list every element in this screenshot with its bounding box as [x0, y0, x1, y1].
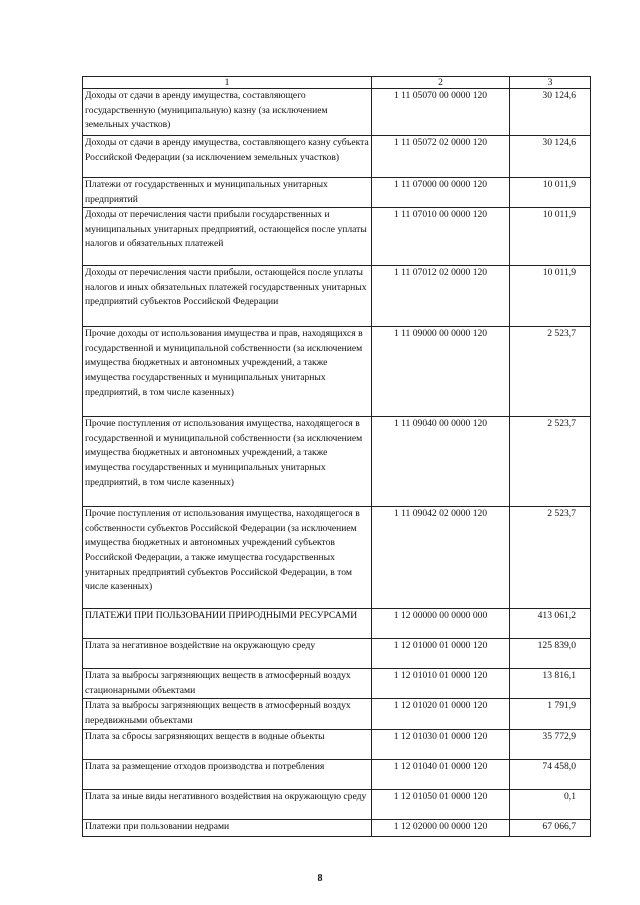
budget-code-cell: 1 12 01050 01 0000 120: [372, 789, 510, 819]
column-header: 3: [510, 77, 591, 89]
revenue-name-cell: Доходы от сдачи в аренду имущества, составляющего государственную (муниципальную) казну (за исключением земельных участков): [83, 89, 372, 136]
table-row: [83, 507, 591, 609]
amount-cell: 2 523,7: [510, 507, 591, 609]
table-row: [83, 789, 591, 819]
table-row: [83, 609, 591, 639]
budget-code-cell: 1 12 02000 00 0000 120: [372, 819, 510, 836]
revenue-name-cell: Платежи при пользовании недрами: [83, 819, 372, 836]
amount-cell: 13 816,1: [510, 669, 591, 699]
budget-code-cell: 1 12 01010 01 0000 120: [372, 669, 510, 699]
amount-cell: 10 011,9: [510, 178, 591, 208]
amount-cell: 2 523,7: [510, 327, 591, 417]
revenue-name-cell: ПЛАТЕЖИ ПРИ ПОЛЬЗОВАНИИ ПРИРОДНЫМИ РЕСУРСАМИ: [83, 609, 372, 639]
revenue-name-cell: Плата за выбросы загрязняющих веществ в атмосферный воздух стационарными объектами: [83, 669, 372, 699]
budget-code-cell: 1 12 01020 01 0000 120: [372, 699, 510, 729]
amount-cell: 67 066,7: [510, 819, 591, 836]
column-header: 2: [372, 77, 510, 89]
amount-cell: 30 124,6: [510, 89, 591, 136]
amount-cell: 30 124,6: [510, 136, 591, 178]
budget-code-cell: 1 11 05070 00 0000 120: [372, 89, 510, 136]
amount-cell: 10 011,9: [510, 208, 591, 266]
budget-code-cell: 1 11 05072 02 0000 120: [372, 136, 510, 178]
revenue-name-cell: Плата за выбросы загрязняющих веществ в атмосферный воздух передвижными объектами: [83, 699, 372, 729]
table-row: [83, 759, 591, 789]
table-row: [83, 208, 591, 266]
table-row: [83, 266, 591, 327]
table-row: [83, 89, 591, 136]
budget-code-cell: 1 11 09042 02 0000 120: [372, 507, 510, 609]
amount-cell: 0,1: [510, 789, 591, 819]
table-row: [83, 327, 591, 417]
amount-cell: 10 011,9: [510, 266, 591, 327]
table-row: [83, 178, 591, 208]
table-row: [83, 417, 591, 507]
amount-cell: 413 061,2: [510, 609, 591, 639]
budget-code-cell: 1 12 01000 01 0000 120: [372, 639, 510, 669]
revenue-name-cell: Прочие доходы от использования имущества и прав, находящихся в государственной и муниципальной собственности (за исключением имущества бюджетных и автономных учреждений, а также имущества государственных и муниципальных унитарных предприятий, в том числе казенных): [83, 327, 372, 417]
table-row: [83, 699, 591, 729]
revenue-name-cell: Доходы от сдачи в аренду имущества, составляющего казну субъекта Российской Федерации (за исключением земельных участков): [83, 136, 372, 178]
revenue-name-cell: Доходы от перечисления части прибыли, остающейся после уплаты налогов и иных обязательных платежей государственных унитарных предприятий субъектов Российской Федерации: [83, 266, 372, 327]
table-row: [83, 729, 591, 759]
amount-cell: 1 791,9: [510, 699, 591, 729]
revenue-name-cell: Доходы от перечисления части прибыли государственных и муниципальных унитарных предприятий, остающейся после уплаты налогов и обязательных платежей: [83, 208, 372, 266]
table-row: [83, 819, 591, 836]
amount-cell: 35 772,9: [510, 729, 591, 759]
budget-code-cell: 1 11 07012 02 0000 120: [372, 266, 510, 327]
revenue-name-cell: Плата за размещение отходов производства и потребления: [83, 759, 372, 789]
budget-code-cell: 1 11 09000 00 0000 120: [372, 327, 510, 417]
revenue-name-cell: Прочие поступления от использования имущества, находящегося в собственности субъектов Российской Федерации (за исключением имущества бюджетных и автономных учреждений субъектов Российской Федерации, а также имущества государственных унитарных предприятий субъектов Российской Федерации, в том числе казенных): [83, 507, 372, 609]
revenue-name-cell: Плата за иные виды негативного воздействия на окружающую среду: [83, 789, 372, 819]
budget-code-cell: 1 11 07010 00 0000 120: [372, 208, 510, 266]
budget-code-cell: 1 11 07000 00 0000 120: [372, 178, 510, 208]
revenue-name-cell: Плата за сбросы загрязняющих веществ в водные объекты: [83, 729, 372, 759]
budget-code-cell: 1 11 09040 00 0000 120: [372, 417, 510, 507]
table-row: [83, 669, 591, 699]
revenue-name-cell: Платежи от государственных и муниципальных унитарных предприятий: [83, 178, 372, 208]
budget-code-cell: 1 12 00000 00 0000 000: [372, 609, 510, 639]
table-row: [83, 639, 591, 669]
budget-revenue-table: [82, 76, 591, 837]
table-header-row: [83, 77, 591, 89]
table-row: [83, 136, 591, 178]
amount-cell: 74 458,0: [510, 759, 591, 789]
column-header: 1: [83, 77, 372, 89]
budget-code-cell: 1 12 01030 01 0000 120: [372, 729, 510, 759]
budget-code-cell: 1 12 01040 01 0000 120: [372, 759, 510, 789]
page-number: 8: [317, 873, 323, 884]
revenue-name-cell: Прочие поступления от использования имущества, находящегося в государственной и муниципальной собственности (за исключением имущества бюджетных и автономных учреждений, а также имущества государственных и муниципальных унитарных предприятий, в том числе казенных): [83, 417, 372, 507]
amount-cell: 125 839,0: [510, 639, 591, 669]
amount-cell: 2 523,7: [510, 417, 591, 507]
revenue-name-cell: Плата за негативное воздействие на окружающую среду: [83, 639, 372, 669]
